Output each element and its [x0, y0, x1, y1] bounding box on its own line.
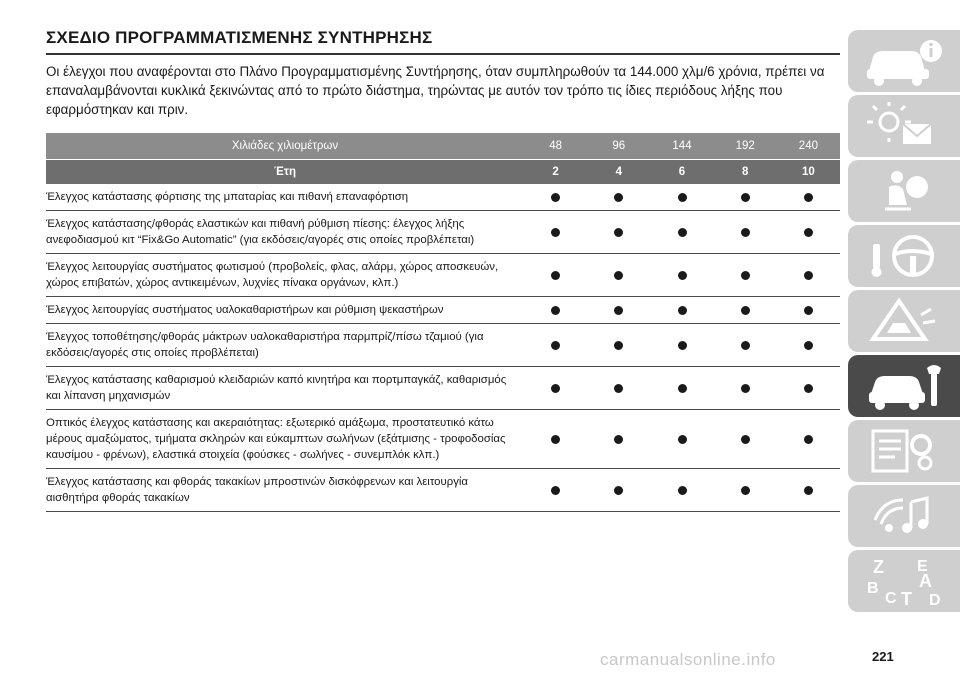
- interval-cell: [587, 410, 650, 469]
- multimedia-icon: [859, 490, 949, 542]
- table-row: [46, 211, 840, 254]
- check-mark-dot: [551, 384, 560, 393]
- tab-steering-key[interactable]: [848, 225, 960, 287]
- index-letter: E: [917, 558, 928, 575]
- check-mark-dot: [614, 384, 623, 393]
- interval-cell: [714, 184, 777, 211]
- years-header-cell: 8: [714, 160, 777, 185]
- interval-cell: [714, 254, 777, 297]
- tab-index[interactable]: [848, 550, 960, 612]
- warning-breakdown-icon: [859, 295, 949, 347]
- check-mark-dot: [741, 271, 750, 280]
- km-header-cell: 192: [714, 133, 777, 160]
- interval-cell: [524, 297, 587, 324]
- car-info-icon: [859, 35, 949, 87]
- tab-airbag[interactable]: [848, 160, 960, 222]
- check-mark-dot: [804, 341, 813, 350]
- interval-cell: [650, 324, 713, 367]
- check-mark-dot: [614, 193, 623, 202]
- interval-cell: [714, 297, 777, 324]
- technical-data-icon: [859, 425, 949, 477]
- tab-warning-breakdown[interactable]: [848, 290, 960, 352]
- check-mark-dot: [741, 228, 750, 237]
- operation-description: Έλεγχος κατάστασης φόρτισης της μπαταρίας και πιθανή επαναφόρτιση: [46, 184, 524, 211]
- years-header-label: Έτη: [46, 160, 524, 185]
- maintenance-table: [46, 133, 840, 512]
- document-content: [46, 28, 840, 512]
- operation-description: Έλεγχος κατάστασης καθαρισμού κλειδαριών καπό κινητήρα και πορτμπαγκάζ, καθαρισμός και λίπανση μηχανισμών: [46, 367, 524, 410]
- watermark: carmanualsonline.info: [600, 650, 776, 669]
- check-mark-dot: [741, 486, 750, 495]
- check-mark-dot: [614, 271, 623, 280]
- interval-cell: [777, 297, 840, 324]
- operation-description: Έλεγχος λειτουργίας συστήματος φωτισμού (προβολείς, φλας, αλάρμ, χώρος αποσκευών, χώρος επιβατών, χώρος αντικειμένων, λυχνίες πίνακα οργάνων, κλπ.): [46, 254, 524, 297]
- interval-cell: [650, 297, 713, 324]
- check-mark-dot: [614, 306, 623, 315]
- check-mark-dot: [741, 193, 750, 202]
- check-mark-dot: [741, 435, 750, 444]
- check-mark-dot: [741, 306, 750, 315]
- check-mark-dot: [678, 486, 687, 495]
- years-header-cell: 10: [777, 160, 840, 185]
- interval-cell: [777, 324, 840, 367]
- tab-dashboard-lights[interactable]: [848, 95, 960, 157]
- index-letter: T: [901, 589, 912, 609]
- interval-cell: [524, 184, 587, 211]
- check-mark-dot: [804, 228, 813, 237]
- airbag-icon: [859, 165, 949, 217]
- check-mark-dot: [678, 193, 687, 202]
- interval-cell: [587, 184, 650, 211]
- check-mark-dot: [804, 384, 813, 393]
- interval-cell: [524, 324, 587, 367]
- km-header-cell: 96: [587, 133, 650, 160]
- index-letter: A: [919, 571, 932, 591]
- check-mark-dot: [804, 271, 813, 280]
- interval-cell: [524, 254, 587, 297]
- interval-cell: [524, 469, 587, 512]
- tab-car-info[interactable]: [848, 30, 960, 92]
- interval-cell: [524, 367, 587, 410]
- check-mark-dot: [551, 306, 560, 315]
- operation-description: Έλεγχος λειτουργίας συστήματος υαλοκαθαριστήρων και ρύθμιση ψεκαστήρων: [46, 297, 524, 324]
- km-header-cell: 240: [777, 133, 840, 160]
- interval-cell: [777, 254, 840, 297]
- index-letter: Z: [873, 557, 884, 577]
- index-letter: C: [885, 590, 897, 607]
- page-title: ΣΧΕΔΙΟ ΠΡΟΓΡΑΜΜΑΤΙΣΜΕΝΗΣ ΣΥΝΤΗΡΗΣΗΣ: [46, 28, 840, 55]
- interval-cell: [777, 184, 840, 211]
- table-row: [46, 367, 840, 410]
- table-row: [46, 469, 840, 512]
- interval-cell: [714, 367, 777, 410]
- check-mark-dot: [678, 271, 687, 280]
- interval-cell: [714, 469, 777, 512]
- km-header-label: Χιλιάδες χιλιομέτρων: [46, 133, 524, 160]
- check-mark-dot: [614, 486, 623, 495]
- tab-technical-data[interactable]: [848, 420, 960, 482]
- tab-multimedia[interactable]: [848, 485, 960, 547]
- interval-cell: [650, 410, 713, 469]
- check-mark-dot: [551, 228, 560, 237]
- years-header-cell: 6: [650, 160, 713, 185]
- km-header-cell: 144: [650, 133, 713, 160]
- interval-cell: [777, 469, 840, 512]
- check-mark-dot: [678, 306, 687, 315]
- km-header-cell: 48: [524, 133, 587, 160]
- intro-paragraph: Οι έλεγχοι που αναφέρονται στο Πλάνο Προγραμματισμένης Συντήρησης, όταν συμπληρωθούν τα 144.000 χλμ/6 χρόνια, πρέπει να επαναλαμβάνονται κυκλικά ξεκινώντας από το πρώτο διάστημα, τηρώντας με αυτόν τον τρόπο τις ίδιες περιόδους λήξης που εφαρμόστηκαν και πριν.: [46, 64, 825, 117]
- interval-cell: [777, 367, 840, 410]
- interval-cell: [714, 410, 777, 469]
- check-mark-dot: [614, 228, 623, 237]
- page-number: 221: [872, 649, 894, 664]
- maintenance-rows: [46, 184, 840, 512]
- check-mark-dot: [678, 384, 687, 393]
- interval-cell: [650, 184, 713, 211]
- table-row: [46, 254, 840, 297]
- check-mark-dot: [678, 228, 687, 237]
- check-mark-dot: [551, 435, 560, 444]
- km-header-row: [46, 133, 840, 160]
- check-mark-dot: [741, 384, 750, 393]
- check-mark-dot: [551, 271, 560, 280]
- table-row: [46, 410, 840, 469]
- table-row: [46, 184, 840, 211]
- table-row: [46, 297, 840, 324]
- check-mark-dot: [678, 341, 687, 350]
- years-header-cell: 2: [524, 160, 587, 185]
- index-letter: B: [867, 580, 879, 597]
- interval-cell: [714, 211, 777, 254]
- index-icon: [859, 553, 949, 609]
- table-row: [46, 324, 840, 367]
- operation-description: Έλεγχος κατάστασης και φθοράς τακακίων μπροστινών δισκόφρενων και λειτουργία αισθητήρα φθοράς τακακίων: [46, 469, 524, 512]
- interval-cell: [587, 469, 650, 512]
- interval-cell: [714, 324, 777, 367]
- check-mark-dot: [804, 193, 813, 202]
- check-mark-dot: [551, 486, 560, 495]
- years-header-cell: 4: [587, 160, 650, 185]
- car-maintenance-icon: [859, 360, 949, 412]
- dashboard-lights-icon: [859, 100, 949, 152]
- check-mark-dot: [804, 435, 813, 444]
- interval-cell: [650, 367, 713, 410]
- operation-description: Έλεγχος τοποθέτησης/φθοράς μάκτρων υαλοκαθαριστήρα παρμπρίζ/πίσω τζαμιού (για εκδόσεις/αγορές στις οποίες προβλέπεται): [46, 324, 524, 367]
- check-mark-dot: [741, 341, 750, 350]
- check-mark-dot: [614, 435, 623, 444]
- interval-cell: [587, 297, 650, 324]
- interval-cell: [650, 469, 713, 512]
- chapter-sidebar: [848, 30, 960, 615]
- interval-cell: [777, 211, 840, 254]
- tab-car-maintenance[interactable]: [848, 355, 960, 417]
- check-mark-dot: [804, 306, 813, 315]
- interval-cell: [587, 211, 650, 254]
- interval-cell: [524, 410, 587, 469]
- index-letter: D: [929, 592, 941, 609]
- interval-cell: [587, 324, 650, 367]
- years-header-row: [46, 160, 840, 185]
- check-mark-dot: [678, 435, 687, 444]
- interval-cell: [650, 211, 713, 254]
- operation-description: Οπτικός έλεγχος κατάστασης και ακεραιότητας: εξωτερικό αμάξωμα, προστατευτικό κάτω μέρους αμαξώματος, τμήματα σκληρών και εύκαμπτων σωλήνων (εξάτμισης - τροφοδοσίας καυσίμου - φρένων), ελαστικά στοιχεία (φούσκες - σωλήνες - συνεμπλόκ κλπ.): [46, 410, 524, 469]
- operation-description: Έλεγχος κατάστασης/φθοράς ελαστικών και πιθανή ρύθμιση πίεσης: έλεγχος λήξης ανεφοδιασμού κιτ “Fix&Go Automatic” (για εκδόσεις/αγορές στις οποίες προβλέπεται): [46, 211, 524, 254]
- check-mark-dot: [614, 341, 623, 350]
- interval-cell: [777, 410, 840, 469]
- interval-cell: [587, 367, 650, 410]
- check-mark-dot: [804, 486, 813, 495]
- interval-cell: [524, 211, 587, 254]
- interval-cell: [587, 254, 650, 297]
- steering-key-icon: [859, 230, 949, 282]
- check-mark-dot: [551, 341, 560, 350]
- check-mark-dot: [551, 193, 560, 202]
- interval-cell: [650, 254, 713, 297]
